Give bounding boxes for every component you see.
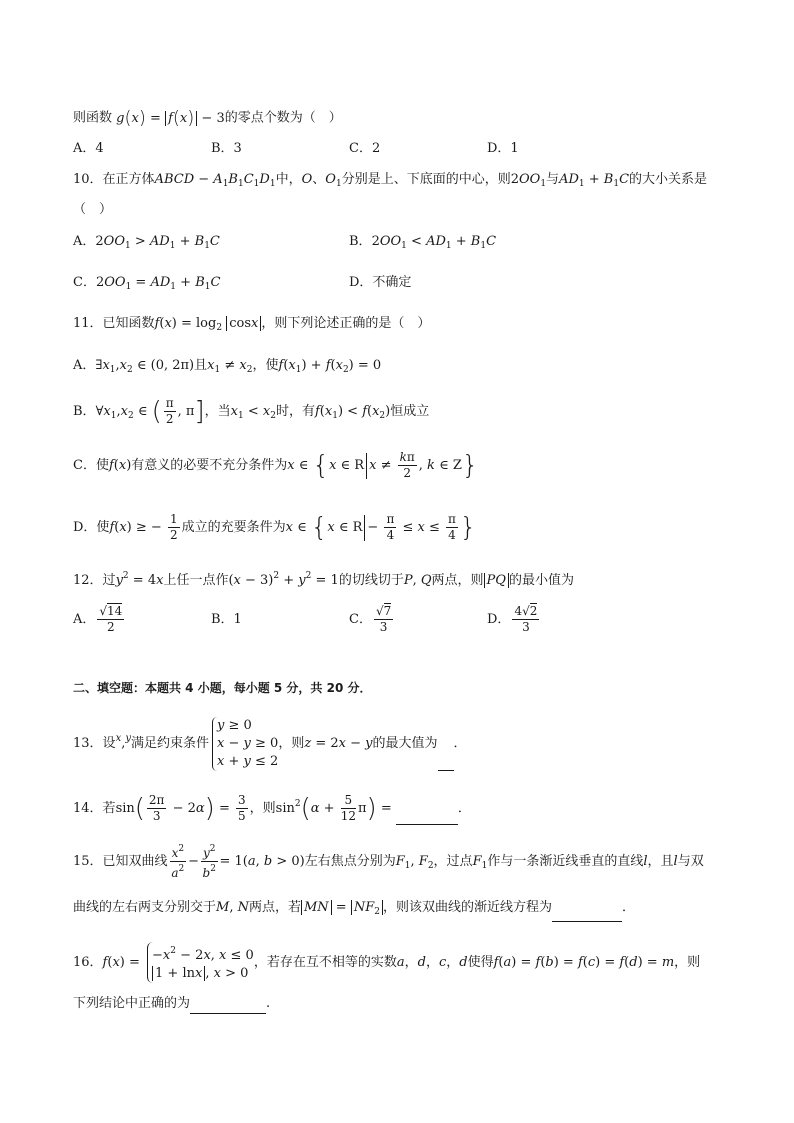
question-14-stem: 14．若sin( $\frac{2\pi}{3}$ − 2α) = $\frac{3}{5}$ ，则$\sin^2(\alpha$ + $\frac{5}{12}$ π) = ．: [73, 793, 471, 824]
option-c[interactable]: C．$2OO_1 = AD_1 + B_1C$: [73, 275, 221, 292]
option-b[interactable]: B．$2OO_1 < AD_1 + B_1C$: [349, 234, 497, 251]
option-c[interactable]: C． $\frac{√7}{3}$: [349, 604, 392, 634]
option-c[interactable]: C．2: [349, 141, 381, 156]
question-9-stem: 则函数 g(x) = f(x) − 3的零点个数为（ ）: [73, 107, 342, 128]
question-9-options: [73, 138, 753, 160]
answer-blank[interactable]: [190, 999, 266, 1014]
option-a[interactable]: A． $\frac{√14}{2}$: [73, 604, 123, 634]
math-cube: ABCD: [154, 172, 195, 187]
question-16-stem-line2: 下列结论中正确的为 .: [73, 994, 754, 1014]
question-10-options-row2: [73, 272, 753, 294]
math-g-function: g(x) = f(x) − 3: [116, 107, 225, 128]
question-11-option-d[interactable]: D．使f(x) ≥ − $\frac{1}{2}$ 成立的充要条件为x ∈ {x ∈ R − $\frac{\pi}{4}$ ≤ x ≤ $\frac{\pi}{4}$ }: [73, 512, 477, 543]
question-15-stem: 15．已知双曲线 $\frac{x^2}{a^2}$ − $\frac{y^2}{b^2}$ = 1(a, b > 0)左右焦点分别为$F_1$, $F_2$，过点$F_1$作与一条渐近线垂直的直线l，且l与双: [73, 844, 704, 880]
question-11-option-b[interactable]: B．$\forall x_1,x_2$ ∈ ( $\frac{\pi}{2}$ , π]，当$x_1 < x_2$时，有$f(x_1) < f(x_2)$恒成立: [73, 396, 430, 427]
answer-blank[interactable]: [552, 907, 622, 922]
answer-blank[interactable]: [438, 756, 454, 771]
question-11-stem: 11．已知函数$f(x) = \log_2 \cos x$ ，则下列论述正确的是（ ）: [73, 316, 431, 333]
answer-blank[interactable]: [396, 810, 458, 825]
question-10-bracket: （ ）: [73, 202, 113, 217]
piecewise-function: $-x^2 - 2x$, x ≤ 0 1 + lnx , x > 0: [147, 942, 254, 983]
constraint-system: y ≥ 0 x − y ≥ 0 x + y ≤ 2: [212, 717, 278, 771]
question-15-stem-line2: 曲线的左右两支分别交于M, N两点，若 MN = $NF_2$ ，则该双曲线的渐近线方程为 ．: [73, 898, 754, 922]
question-12-stem: 12．过$y^2 = 4x$上任一点作$(x - 3)^2 + y^2 = 1$的切线切于P, Q两点，则 PQ 的最小值为: [73, 571, 574, 588]
option-a[interactable]: A．4: [73, 141, 104, 156]
question-16-stem: 16．f(x) = $-x^2 - 2x$, x ≤ 0 1 + lnx , x > 0 ，若存在互不相等的实数a，d，c，d使得f(a) = f(b) = f(c) = f(d) = m，则: [73, 942, 754, 983]
question-12-options: [73, 604, 753, 636]
option-d[interactable]: D．1: [487, 141, 519, 156]
option-b[interactable]: B．1: [211, 612, 242, 627]
option-b[interactable]: B．3: [211, 141, 242, 156]
question-10-options-row1: [73, 231, 753, 253]
option-d[interactable]: D．不确定: [349, 275, 412, 290]
question-10-stem: 10．在正方体ABCD − $A_1B_1C_1D_1$中，O、$O_1$分别是上、下底面的中心，则$2OO_1$与$AD_1 + B_1C$的大小关系是: [73, 172, 708, 189]
option-d[interactable]: D． $\frac{4√2}{3}$: [487, 604, 538, 634]
option-a[interactable]: A．$2OO_1 > AD_1 + B_1C$: [73, 234, 220, 251]
question-13-stem: 13．设$^x$,$^y$满足约束条件 y ≥ 0 x − y ≥ 0 x + y ≤ 2 ，则z = 2x − y的最大值为 ．: [73, 712, 754, 771]
section-2-heading: 二、填空题：本题共 4 小题，每小题 5 分，共 20 分．: [73, 681, 372, 695]
question-11-option-c[interactable]: C．使f(x)有意义的必要不充分条件为x ∈ {x ∈ R x ≠ $\frac{k\pi}{2}$ , k ∈ Z}: [73, 450, 479, 481]
question-11-option-a[interactable]: A．$\exists x_1,x_2$ ∈ (0, 2π)且$x_1 \ne x_2$，使$f(x_1) + f(x_2) = 0$: [73, 358, 382, 375]
